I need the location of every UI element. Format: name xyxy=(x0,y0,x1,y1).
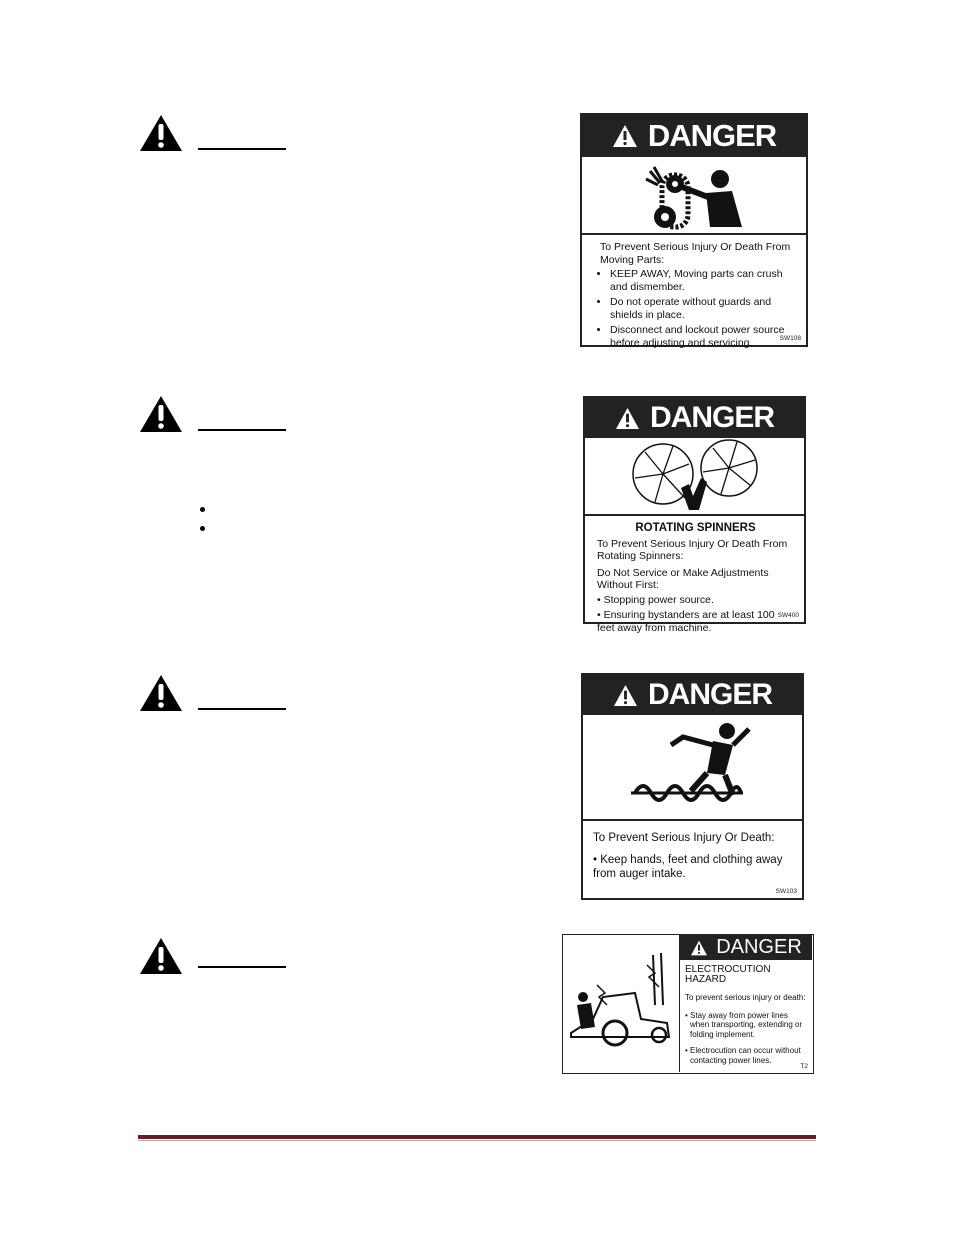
decal-header xyxy=(585,398,804,438)
decal-header-text: DANGER xyxy=(647,678,772,711)
decal-bullet: • Keep hands, feet and clothing away from auger intake. xyxy=(593,854,783,880)
warning-triangle-icon xyxy=(139,395,183,433)
decal-header xyxy=(583,675,802,715)
decal-bullet: • KEEP AWAY, Moving parts can crush and dismember. xyxy=(610,268,796,293)
decal-bullet: • Stay away from power lines when transporting, extending or folding implement. xyxy=(685,1011,808,1040)
decal-code: T2 xyxy=(800,1063,808,1070)
decal-header xyxy=(680,935,812,960)
list-bullet xyxy=(200,526,205,531)
heading-underline xyxy=(198,148,286,150)
danger-decal-electrocution xyxy=(562,934,814,1074)
decal-header-text: DANGER xyxy=(647,118,777,153)
decal-lead-text: Do Not Service or Make Adjustments Without First: xyxy=(597,566,769,591)
decal-header-text: DANGER xyxy=(716,936,802,958)
danger-decal-auger xyxy=(581,673,804,900)
decal-title: ROTATING SPINNERS xyxy=(635,522,756,534)
decal-lead-text: To Prevent Serious Injury Or Death From Rotating Spinners: xyxy=(597,537,788,562)
decal-bullet-text: Keep hands, feet and clothing away from auger intake. xyxy=(593,854,783,880)
decal-bullet-text: Ensuring bystanders are at least 100 feet away from machine. xyxy=(597,609,775,634)
heading-underline xyxy=(198,429,286,431)
decal-lead-text: To Prevent Serious Injury Or Death From Moving Parts: xyxy=(600,241,791,266)
decal-bullet: • Stopping power source. xyxy=(597,593,714,606)
decal-bullet: • Electrocution can occur without contacting power lines. xyxy=(685,1046,808,1065)
electrocution-icon xyxy=(563,935,680,1072)
heading-underline xyxy=(198,708,286,710)
warning-triangle-icon xyxy=(139,937,183,975)
danger-triangle-icon xyxy=(612,124,638,148)
warning-triangle-icon xyxy=(139,114,183,152)
decal-bullet-text: Stay away from power lines when transporting, extending or folding implement. xyxy=(690,1010,803,1039)
heading-underline xyxy=(198,966,286,968)
decal-bullet: • Disconnect and lockout power source before adjusting and servicing. xyxy=(610,324,796,349)
decal-header xyxy=(582,115,806,157)
decal-code: SW108 xyxy=(779,335,801,342)
decal-bullet: • Ensuring bystanders are at least 100 feet away from machine. xyxy=(597,609,775,634)
decal-bullet-text: Electrocution can occur without contacting power lines. xyxy=(690,1046,801,1065)
decal-title: ELECTROCUTION HAZARD xyxy=(685,964,771,985)
danger-triangle-icon xyxy=(690,940,708,956)
spinner-hazard-icon xyxy=(585,438,804,516)
decal-code: SW400 xyxy=(777,612,799,619)
list-bullet xyxy=(200,507,205,512)
decal-code: SW103 xyxy=(775,888,797,895)
footer-rule-shadow xyxy=(138,1140,816,1141)
decal-header-text: DANGER xyxy=(649,401,774,434)
danger-triangle-icon xyxy=(615,407,640,430)
decal-lead-text: To Prevent Serious Injury Or Death: xyxy=(593,832,775,844)
danger-decal-moving-parts xyxy=(580,113,808,347)
danger-triangle-icon xyxy=(613,684,638,707)
danger-decal-rotating-spinners xyxy=(583,396,806,634)
warning-triangle-icon xyxy=(139,674,183,712)
auger-entanglement-icon xyxy=(583,715,802,821)
decal-bullet-text: Stopping power source. xyxy=(603,593,714,606)
footer-rule xyxy=(138,1135,816,1139)
decal-bullet: • Do not operate without guards and shields in place. xyxy=(610,296,796,321)
chain-pinch-icon xyxy=(582,157,806,235)
decal-lead-text: To prevent serious injury or death: xyxy=(685,993,806,1002)
